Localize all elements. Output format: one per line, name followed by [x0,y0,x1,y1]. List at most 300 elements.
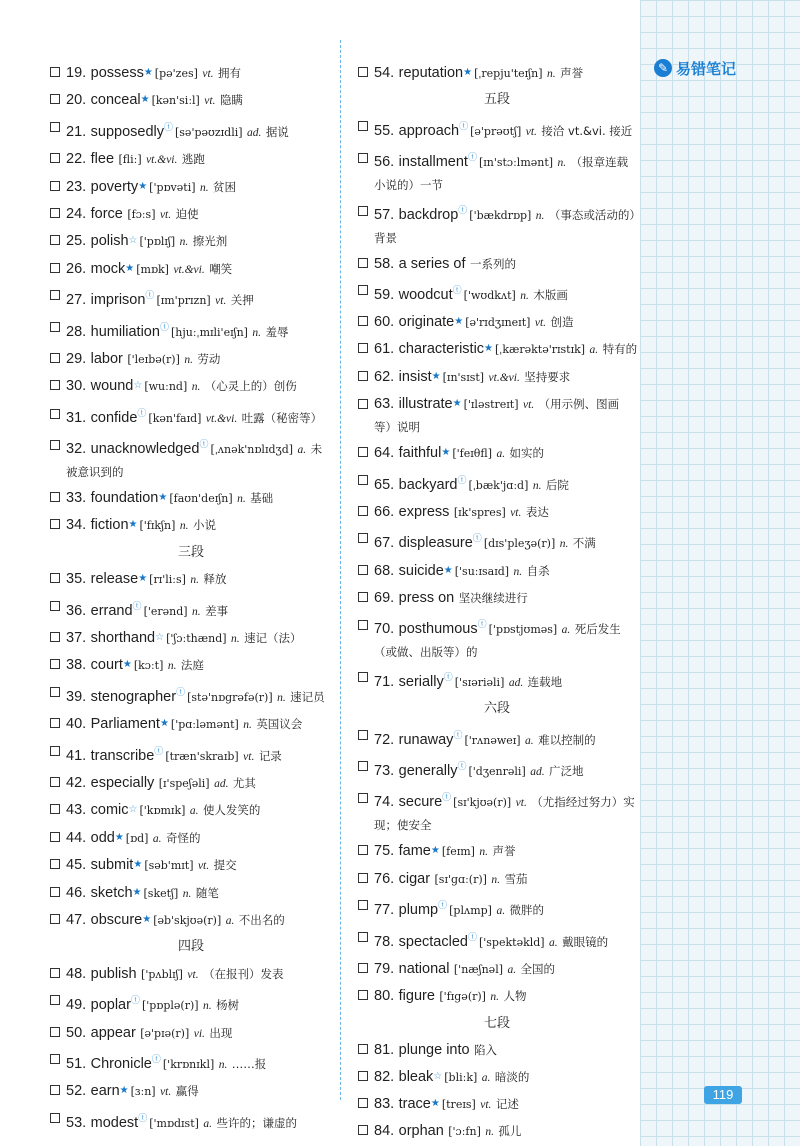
entry-phonetic: [træn'skraɪb] [165,749,239,763]
vocab-entry [50,373,332,400]
frequency-mark-icon: ⓣ [467,932,477,943]
entry-meaning: 人物 [503,989,527,1004]
checkbox[interactable] [358,399,368,409]
star-icon: ★ [441,447,451,459]
entry-word: characteristic [398,341,485,358]
entry-phonetic: [faʊn'deɪʃn] [169,491,233,505]
section-heading: 三段 [177,544,204,560]
frequency-mark-icon: ⓣ [453,730,463,741]
checkbox[interactable] [358,932,368,942]
entry-phonetic: ['ɔːfn] [448,1125,481,1139]
checkbox[interactable] [358,67,368,77]
entry-meaning: 英国议会 [256,717,303,732]
entry-meaning: 表达 [525,505,549,520]
entry-number: 38. [66,657,87,674]
entry-number: 22. [66,151,87,168]
entry-word: generally [398,762,458,779]
checkbox[interactable] [358,285,368,295]
entry-part-of-speech: n. [243,719,252,732]
frequency-mark-icon: ⓣ [477,619,487,630]
entry-part-of-speech: ad. [246,126,262,139]
entry-phonetic: ['wʊdkʌt] [463,288,516,302]
checkbox[interactable] [358,506,368,516]
entry-meaning: 劳动 [197,352,221,367]
vocab-entry [358,585,636,611]
checkbox[interactable] [50,632,60,642]
entry-meaning: 关押 [230,293,254,308]
checkbox[interactable] [50,718,60,728]
entry-number: 41. [66,747,87,764]
entry-part-of-speech: n. [237,492,246,505]
star-icon: ★ [463,67,473,78]
checkbox[interactable] [50,353,60,363]
vocab-entry [358,893,636,924]
entry-meaning: 随笔 [195,885,219,900]
entry-word: flee [90,151,115,168]
vocab-entry [50,852,332,879]
checkbox[interactable] [358,343,368,353]
checkbox[interactable] [358,206,368,216]
entry-phonetic: ['pɒplə(r)] [141,999,199,1013]
entry-part-of-speech: n. [203,1000,212,1013]
entry-word: backdrop [398,207,459,224]
checkbox[interactable] [358,845,368,855]
checkbox[interactable] [50,153,60,163]
frequency-mark-icon: ⓣ [130,996,140,1007]
entry-word: press on [398,590,455,607]
entry-phonetic: [əb'skjʊə(r)] [153,913,222,927]
checkbox[interactable] [50,94,60,104]
vocab-entry [358,198,636,251]
entry-meaning: 未被意识到的 [66,441,323,479]
entry-phonetic: [ə'pɪə(r)] [140,1026,190,1040]
entry-meaning: 尤其 [232,775,256,790]
entry-word: poverty [90,178,139,195]
star-icon: ☆ [128,804,138,816]
entry-part-of-speech: a. [561,623,571,636]
checkbox[interactable] [50,832,60,842]
checkbox[interactable] [358,592,368,602]
entry-part-of-speech: n. [179,520,189,533]
entry-phonetic: ['ɪləstreɪt] [463,398,519,412]
entry-number: 72. [374,731,395,748]
entry-number: 59. [374,286,395,303]
checkbox[interactable] [358,258,368,268]
vocab-entry [358,251,636,277]
entry-number: 66. [374,504,395,521]
entry-number: 81. [374,1042,395,1059]
entry-number: 48. [66,965,87,982]
entry-number: 58. [374,256,395,273]
entry-phonetic: [ˌbæk'jɑːd] [468,478,529,492]
entry-word: sketch [90,884,133,901]
checkbox[interactable] [358,1125,368,1135]
checkbox[interactable] [50,1027,60,1037]
entry-number: 83. [374,1095,395,1112]
entry-part-of-speech: n. [191,381,201,394]
entry-number: 21. [66,123,87,140]
section-logo [654,58,736,78]
entry-number: 62. [374,368,395,385]
star-icon: ☆ [433,1070,443,1082]
entry-number: 82. [374,1068,395,1085]
entry-word: express [398,504,450,521]
vocab-entry [358,1037,636,1063]
entry-number: 71. [374,673,395,690]
entry-word: foundation [90,489,159,506]
entry-part-of-speech: n. [252,326,262,339]
entry-word: confide [90,409,138,426]
entry-word: suicide [398,562,444,579]
entry-word: a series of [398,256,466,273]
entry-number: 46. [66,884,87,901]
checkbox[interactable] [358,153,368,163]
checkbox[interactable] [50,687,60,697]
entry-number: 27. [66,292,87,309]
entry-meaning: 微胖的 [509,903,545,918]
entry-meaning: 全国的 [520,961,556,976]
entry-number: 44. [66,829,87,846]
checkbox[interactable] [50,914,60,924]
entry-part-of-speech: n. [179,236,189,249]
entry-part-of-speech: a. [152,832,162,845]
entry-part-of-speech: vt. [159,209,172,222]
entry-word: submit [90,857,134,874]
entry-meaning: 法庭 [180,658,204,673]
vocab-entry [50,201,332,228]
entry-meaning: 差事 [205,603,229,618]
entry-part-of-speech: vt. [204,95,216,108]
checkbox[interactable] [50,995,60,1005]
checkbox[interactable] [358,793,368,803]
entry-number: 69. [374,590,395,607]
entry-word: originate [398,314,455,331]
frequency-mark-icon: ⓣ [132,601,142,612]
entry-number: 76. [374,870,395,887]
checkbox[interactable] [50,1113,60,1123]
vocab-entry [50,625,332,652]
entry-phonetic: [sɪ'gɑː(r)] [434,872,487,886]
entry-part-of-speech: a. [297,443,307,456]
entry-phonetic: ['leɪbə(r)] [127,353,180,367]
frequency-mark-icon: ⓣ [163,122,173,133]
entry-meaning: 基础 [250,490,274,505]
checkbox[interactable] [50,746,60,756]
checkbox[interactable] [50,290,60,300]
checkbox[interactable] [358,1098,368,1108]
entry-meaning: 后院 [545,477,569,492]
entry-meaning: 坚持要求 [524,369,571,384]
checkbox[interactable] [358,316,368,326]
star-icon: ★ [122,659,132,671]
checkbox[interactable] [358,1071,368,1081]
entry-part-of-speech: n. [491,873,500,886]
entry-phonetic: [ɪk'spres] [453,506,506,520]
vocab-entry [50,146,332,173]
checkbox[interactable] [50,519,60,529]
frequency-mark-icon: ⓣ [145,291,155,302]
star-icon: ★ [158,491,168,503]
entry-number: 65. [374,476,395,493]
entry-part-of-speech: n. [547,68,556,80]
entry-phonetic: ['pɑːləmənt] [170,718,239,732]
entry-word: runaway [398,731,454,748]
star-icon: ★ [159,718,169,730]
entry-phonetic: [kɔːt] [133,659,164,673]
entry-word: imprison [90,292,146,309]
checkbox[interactable] [50,859,60,869]
checkbox[interactable] [358,1044,368,1054]
checkbox[interactable] [50,122,60,132]
checkbox[interactable] [358,730,368,740]
entry-part-of-speech: n. [277,691,286,704]
entry-part-of-speech: vt. [243,750,255,763]
entry-number: 49. [66,997,87,1014]
entry-meaning: 杨树 [216,998,240,1013]
section-heading: 六段 [483,701,510,717]
entry-meaning: 隐瞒 [219,93,243,108]
vocab-entry [358,499,636,526]
entry-number: 43. [66,802,87,819]
checkbox[interactable] [50,659,60,669]
entry-number: 51. [66,1056,87,1072]
entry-number: 29. [66,351,87,368]
checkbox[interactable] [358,371,368,381]
entry-word: illustrate [398,396,453,413]
entry-phonetic: ['næʃnəl] [453,962,504,976]
entry-word: labor [90,351,123,368]
entry-meaning: 声誉 [492,844,516,859]
entry-number: 30. [66,378,87,395]
checkbox[interactable] [50,409,60,419]
entry-part-of-speech: n. [479,846,489,859]
entry-part-of-speech: vt. [480,1098,492,1111]
checkbox[interactable] [358,620,368,630]
checkbox[interactable] [358,533,368,543]
vocab-entry [50,961,332,988]
frequency-mark-icon: ⓣ [159,322,169,333]
entry-word: national [398,960,450,977]
entry-part-of-speech: vt.&vi. [205,412,238,425]
frequency-mark-icon: ⓣ [137,408,147,419]
entry-number: 35. [66,571,87,588]
entry-part-of-speech: vt. [515,797,527,810]
entry-phonetic: [ˌʌnək'nɒlɪdʒd] [210,442,294,456]
star-icon: ★ [454,316,464,328]
vocab-entry [50,174,332,201]
checkbox[interactable] [50,1054,60,1064]
vocab-entry [50,880,332,907]
checkbox[interactable] [50,322,60,332]
entry-meaning: 特有的 [602,342,638,357]
entry-part-of-speech: n. [199,181,209,194]
entry-number: 78. [374,933,395,950]
vocab-entry [50,346,332,373]
entry-number: 26. [66,260,87,277]
checkbox[interactable] [50,235,60,245]
checkbox[interactable] [358,963,368,973]
section-heading: 四段 [177,939,204,955]
entry-number: 34. [66,517,87,534]
entry-number: 55. [374,122,395,139]
checkbox[interactable] [358,447,368,457]
entry-part-of-speech: n. [190,574,200,587]
entry-phonetic: ['rʌnəweɪ] [464,733,521,747]
entry-part-of-speech: n. [559,538,569,551]
entry-part-of-speech: n. [192,605,201,618]
entry-part-of-speech: n. [532,479,542,492]
entry-word: earn [90,1083,120,1100]
checkbox[interactable] [50,804,60,814]
vocab-entry [358,468,636,499]
entry-word: faithful [398,445,442,462]
vocab-entry [50,315,332,346]
entry-phonetic: [ə'prəʊtʃ] [470,124,522,138]
entry-part-of-speech: vt. [160,1086,172,1099]
column-divider [340,40,341,1100]
entry-word: plunge into [398,1042,470,1059]
entry-phonetic: [treɪs] [441,1097,476,1111]
entry-meaning: 陷入 [474,1043,498,1058]
entry-phonetic: [dɪs'pleʒə(r)] [483,537,556,551]
checkbox[interactable] [50,968,60,978]
entry-part-of-speech: vt. [202,68,214,80]
star-icon: ★ [140,94,150,106]
entry-number: 53. [66,1114,87,1131]
vocab-entry [358,364,636,391]
checkbox[interactable] [50,263,60,273]
checkbox[interactable] [50,887,60,897]
logo-text: 易错笔记 [676,59,737,78]
entry-meaning: （在报刊）发表 [203,966,284,981]
entry-meaning: 不出名的 [238,912,285,927]
entry-word: unacknowledged [90,440,200,457]
entry-meaning: （报章连载小说的）一节 [374,155,629,193]
star-icon: ★ [132,886,142,898]
vocab-entry [50,825,332,852]
entry-part-of-speech: a. [549,936,558,949]
entry-part-of-speech: a. [189,805,199,818]
entry-number: 47. [66,911,87,928]
star-icon: ★ [138,180,148,192]
entry-meaning: 广泛地 [549,763,584,778]
entry-number: 25. [66,233,87,250]
entry-number: 52. [66,1083,87,1100]
checkbox[interactable] [50,67,60,77]
entry-meaning: （事态或活动的）背景 [374,208,636,246]
checkbox[interactable] [358,761,368,771]
checkbox[interactable] [50,573,60,583]
grid-margin-background [640,0,800,1146]
checkbox[interactable] [50,777,60,787]
entry-meaning: 擦光剂 [192,234,228,249]
vocab-entry [358,526,636,557]
entry-word: reputation [398,65,464,81]
entry-phonetic: ['krɒnɪkl] [162,1058,215,1071]
checkbox[interactable] [50,440,60,450]
checkbox[interactable] [358,900,368,910]
entry-meaning: 速记员 [290,689,325,704]
frequency-mark-icon: ⓣ [151,1055,161,1065]
entry-word: woodcut [398,286,453,303]
entry-meaning: （心灵上的）创伤 [204,379,297,394]
section-heading: 七段 [483,1015,510,1031]
entry-meaning: 速记（法） [244,630,302,645]
entry-number: 63. [374,396,395,413]
vocab-entry [50,1078,332,1105]
entry-meaning: 雪茄 [504,871,528,886]
star-icon: ☆ [128,235,138,247]
entry-meaning: 木版画 [533,287,568,302]
checkbox[interactable] [50,208,60,218]
entry-part-of-speech: a. [481,1071,491,1084]
entry-number: 80. [374,988,395,1005]
checkbox[interactable] [358,475,368,485]
frequency-mark-icon: ⓣ [442,793,452,804]
entry-number: 33. [66,489,87,506]
checkbox[interactable] [50,181,60,191]
entry-part-of-speech: n. [230,632,240,645]
entry-phonetic: ['feɪθfl] [452,447,492,461]
entry-meaning: 死后发生（或做、出版等）的 [374,621,621,659]
entry-part-of-speech: vt.&vi. [488,371,520,384]
entry-phonetic: [stə'nɒgrəfə(r)] [187,690,273,704]
checkbox[interactable] [50,492,60,502]
entry-word: appear [90,1024,136,1041]
entry-phonetic: [fɔːs] [127,208,156,222]
page-number: 119 [704,1086,742,1104]
entry-word: court [90,657,123,674]
vocab-entry [358,956,636,983]
vocab-entry [50,401,332,432]
checkbox[interactable] [358,565,368,575]
checkbox[interactable] [358,672,368,682]
entry-part-of-speech: vt. [525,125,537,138]
entry-part-of-speech: n. [167,660,177,673]
entry-number: 28. [66,323,87,340]
checkbox[interactable] [50,601,60,611]
entry-part-of-speech: n. [513,565,523,578]
entry-meaning: 戴眼镜的 [562,934,609,949]
checkbox[interactable] [358,873,368,883]
checkbox[interactable] [50,380,60,390]
entry-part-of-speech: a. [225,914,235,927]
entry-meaning: 自杀 [526,563,550,578]
vocab-entry [50,770,332,797]
entry-phonetic: [sketʃ] [143,886,179,900]
entry-phonetic: [səb'mɪt] [144,859,194,873]
entry-phonetic: ['sɪəriəli] [454,675,505,689]
entry-meaning: 逃跑 [181,152,205,167]
star-icon: ★ [452,398,462,410]
entry-part-of-speech: ad. [508,676,524,689]
entry-word: shorthand [90,629,156,646]
entry-meaning: 嘲笑 [209,261,233,276]
entry-meaning: 记述 [495,1096,519,1111]
vocab-entry [50,739,332,770]
checkbox[interactable] [358,990,368,1000]
entry-number: 56. [374,154,395,171]
entry-number: 37. [66,629,87,646]
checkbox[interactable] [50,1085,60,1095]
entry-meaning: 暗淡的 [494,1069,530,1084]
entry-number: 79. [374,960,395,977]
checkbox[interactable] [358,121,368,131]
entry-number: 54. [374,65,395,81]
entry-word: backyard [398,476,458,493]
star-icon: ★ [430,845,440,857]
entry-number: 32. [66,440,87,457]
